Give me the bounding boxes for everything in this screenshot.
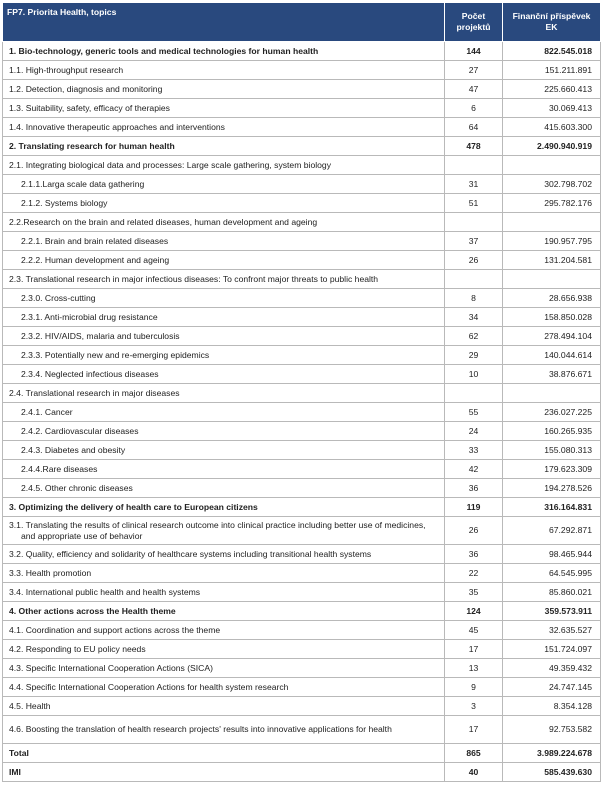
row-label: 1.3. Suitability, safety, efficacy of therapies (3, 99, 445, 118)
row-projects: 47 (445, 80, 503, 99)
table-row (3, 621, 601, 640)
row-projects: 22 (445, 564, 503, 583)
row-projects: 55 (445, 403, 503, 422)
column-header-projects: Počet projektů (445, 3, 503, 42)
table-row (3, 403, 601, 422)
row-funding: 8.354.128 (503, 697, 601, 716)
table-row (3, 697, 601, 716)
table-row-section (3, 602, 601, 621)
row-label (3, 517, 445, 545)
row-label: 1.1. High-throughput research (3, 61, 445, 80)
table-row (3, 99, 601, 118)
table-row (3, 118, 601, 137)
row-funding: 131.204.581 (503, 251, 601, 270)
funding-table (2, 2, 601, 782)
row-label: Total (3, 744, 445, 763)
row-label: 1.4. Innovative therapeutic approaches and interventions (3, 118, 445, 137)
row-projects: 35 (445, 583, 503, 602)
table-row (3, 583, 601, 602)
row-funding: 316.164.831 (503, 498, 601, 517)
row-funding: 295.782.176 (503, 194, 601, 213)
table-row (3, 289, 601, 308)
table-row (3, 640, 601, 659)
row-funding: 64.545.995 (503, 564, 601, 583)
row-projects: 36 (445, 479, 503, 498)
row-label: 2.2.2. Human development and ageing (3, 251, 445, 270)
table-row-subsection (3, 384, 601, 403)
row-label: 3. Optimizing the delivery of health care to European citizens (3, 498, 445, 517)
table-row (3, 545, 601, 564)
row-label: 2.4.1. Cancer (3, 403, 445, 422)
row-funding: 151.211.891 (503, 61, 601, 80)
row-label: 2.3.2. HIV/AIDS, malaria and tuberculosis (3, 327, 445, 346)
table-row-imi (3, 763, 601, 782)
row-projects: 6 (445, 99, 503, 118)
row-projects: 9 (445, 678, 503, 697)
row-funding: 30.069.413 (503, 99, 601, 118)
table-row-section (3, 137, 601, 156)
row-label: 4.5. Health (3, 697, 445, 716)
row-funding (503, 213, 601, 232)
table-row (3, 327, 601, 346)
row-projects: 42 (445, 460, 503, 479)
row-label: 2.1.2. Systems biology (3, 194, 445, 213)
row-projects (445, 270, 503, 289)
table-row-subsection (3, 270, 601, 289)
table-row (3, 517, 601, 545)
row-funding: 24.747.145 (503, 678, 601, 697)
table-row (3, 659, 601, 678)
row-label: 1. Bio-technology, generic tools and medical technologies for human health (3, 42, 445, 61)
table-row (3, 564, 601, 583)
table-row (3, 308, 601, 327)
row-funding: 98.465.944 (503, 545, 601, 564)
row-funding: 194.278.526 (503, 479, 601, 498)
row-funding: 225.660.413 (503, 80, 601, 99)
row-projects: 10 (445, 365, 503, 384)
row-label: 3.2. Quality, efficiency and solidarity of healthcare systems including transitional health systems (3, 545, 445, 564)
row-label: 2.3. Translational research in major infectious diseases: To confront major threats to public health (3, 270, 445, 289)
table-row (3, 175, 601, 194)
funding-table-container (2, 2, 600, 782)
row-funding: 359.573.911 (503, 602, 601, 621)
row-label: 2.4.2. Cardiovascular diseases (3, 422, 445, 441)
table-row (3, 251, 601, 270)
row-funding: 28.656.938 (503, 289, 601, 308)
row-label: 2.4. Translational research in major diseases (3, 384, 445, 403)
row-projects: 51 (445, 194, 503, 213)
row-funding: 85.860.021 (503, 583, 601, 602)
row-funding (503, 156, 601, 175)
row-label: 4.2. Responding to EU policy needs (3, 640, 445, 659)
row-projects (445, 213, 503, 232)
row-funding: 822.545.018 (503, 42, 601, 61)
row-projects (445, 384, 503, 403)
row-funding: 3.989.224.678 (503, 744, 601, 763)
table-row (3, 232, 601, 251)
row-projects: 3 (445, 697, 503, 716)
row-projects: 36 (445, 545, 503, 564)
row-funding: 32.635.527 (503, 621, 601, 640)
table-row-total (3, 744, 601, 763)
row-funding: 179.623.309 (503, 460, 601, 479)
row-label: 2.4.4.Rare diseases (3, 460, 445, 479)
row-label: IMI (3, 763, 445, 782)
row-projects: 26 (445, 251, 503, 270)
column-header-funding: Finanční příspěvek EK (503, 3, 601, 42)
row-funding: 155.080.313 (503, 441, 601, 460)
row-funding: 190.957.795 (503, 232, 601, 251)
row-projects: 17 (445, 640, 503, 659)
row-label-text: 4.6. Boosting the translation of health research projects' results into innovative applications for health (9, 724, 392, 734)
table-row (3, 80, 601, 99)
table-row-section (3, 42, 601, 61)
row-projects: 478 (445, 137, 503, 156)
table-row (3, 346, 601, 365)
table-row (3, 422, 601, 441)
row-label: 4.1. Coordination and support actions across the theme (3, 621, 445, 640)
row-label: 2. Translating research for human health (3, 137, 445, 156)
table-row (3, 441, 601, 460)
table-row (3, 716, 601, 744)
row-projects: 45 (445, 621, 503, 640)
row-projects: 31 (445, 175, 503, 194)
row-projects: 34 (445, 308, 503, 327)
row-projects: 62 (445, 327, 503, 346)
table-row (3, 460, 601, 479)
row-funding: 67.292.871 (503, 517, 601, 545)
row-label: 3.4. International public health and health systems (3, 583, 445, 602)
row-projects: 124 (445, 602, 503, 621)
table-row (3, 194, 601, 213)
row-label: 2.3.4. Neglected infectious diseases (3, 365, 445, 384)
row-projects (445, 156, 503, 175)
row-label-text: 3.1. Translating the results of clinical research outcome into clinical practice including better use of medicines, and appropriate use of behavior (9, 519, 426, 541)
row-projects: 27 (445, 61, 503, 80)
row-label: 4.4. Specific International Cooperation Actions for health system research (3, 678, 445, 697)
row-label: 2.1.1.Larga scale data gathering (3, 175, 445, 194)
table-row (3, 678, 601, 697)
row-projects: 33 (445, 441, 503, 460)
row-projects: 29 (445, 346, 503, 365)
column-header-topic: FP7. Priorita Health, topics (3, 3, 445, 42)
row-projects: 865 (445, 744, 503, 763)
row-label: 2.3.3. Potentially new and re-emerging epidemics (3, 346, 445, 365)
row-label: 2.2.Research on the brain and related diseases, human development and ageing (3, 213, 445, 232)
row-funding: 49.359.432 (503, 659, 601, 678)
row-funding: 38.876.671 (503, 365, 601, 384)
row-label: 2.4.5. Other chronic diseases (3, 479, 445, 498)
row-label: 2.3.0. Cross-cutting (3, 289, 445, 308)
row-label: 2.4.3. Diabetes and obesity (3, 441, 445, 460)
row-projects: 64 (445, 118, 503, 137)
table-row-subsection (3, 156, 601, 175)
table-row-section (3, 498, 601, 517)
row-label: 1.2. Detection, diagnosis and monitoring (3, 80, 445, 99)
row-funding: 92.753.582 (503, 716, 601, 744)
row-label: 2.1. Integrating biological data and processes: Large scale gathering, system biology (3, 156, 445, 175)
row-funding: 140.044.614 (503, 346, 601, 365)
row-label: 2.3.1. Anti-microbial drug resistance (3, 308, 445, 327)
row-projects: 37 (445, 232, 503, 251)
table-header-row (3, 3, 601, 42)
row-projects: 144 (445, 42, 503, 61)
row-funding: 151.724.097 (503, 640, 601, 659)
row-funding (503, 384, 601, 403)
row-funding: 415.603.300 (503, 118, 601, 137)
row-funding: 585.439.630 (503, 763, 601, 782)
row-projects: 24 (445, 422, 503, 441)
row-projects: 13 (445, 659, 503, 678)
row-label (3, 716, 445, 744)
row-projects: 40 (445, 763, 503, 782)
row-label: 2.2.1. Brain and brain related diseases (3, 232, 445, 251)
row-projects: 26 (445, 517, 503, 545)
row-label: 4. Other actions across the Health theme (3, 602, 445, 621)
row-projects: 17 (445, 716, 503, 744)
row-funding: 158.850.028 (503, 308, 601, 327)
table-row-subsection (3, 213, 601, 232)
row-funding (503, 270, 601, 289)
row-funding: 236.027.225 (503, 403, 601, 422)
row-funding: 2.490.940.919 (503, 137, 601, 156)
row-funding: 278.494.104 (503, 327, 601, 346)
row-label: 4.3. Specific International Cooperation Actions (SICA) (3, 659, 445, 678)
table-row (3, 479, 601, 498)
table-row (3, 365, 601, 384)
row-funding: 160.265.935 (503, 422, 601, 441)
row-projects: 119 (445, 498, 503, 517)
table-row (3, 61, 601, 80)
row-funding: 302.798.702 (503, 175, 601, 194)
row-projects: 8 (445, 289, 503, 308)
row-label: 3.3. Health promotion (3, 564, 445, 583)
